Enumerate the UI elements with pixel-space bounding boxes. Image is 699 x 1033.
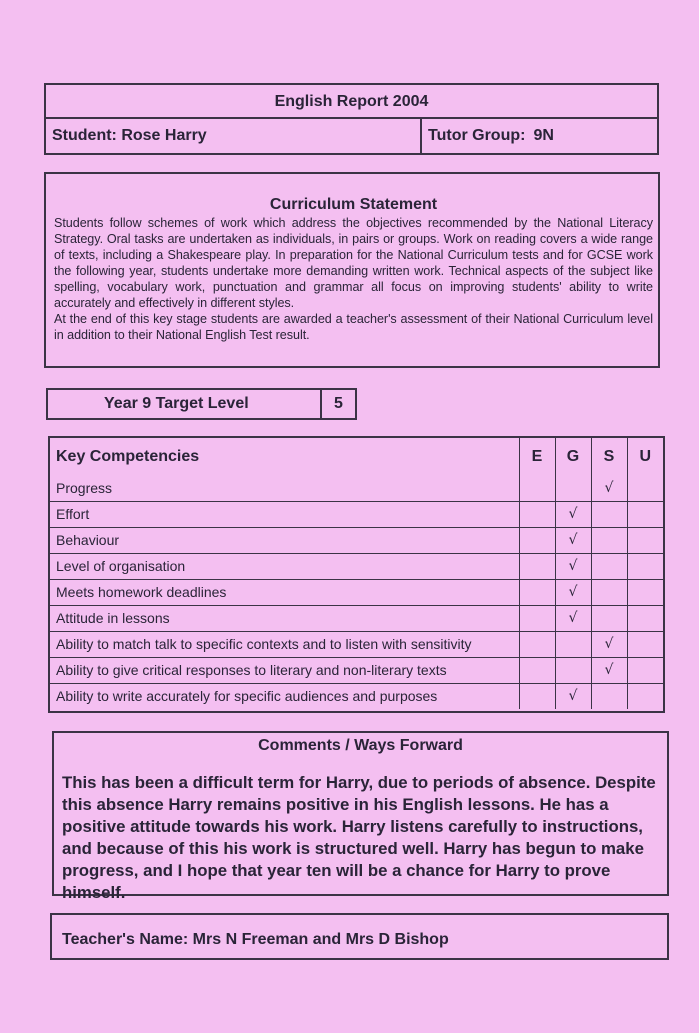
- tutor-group-value: 9N: [533, 127, 554, 144]
- grade-header-u: U: [627, 438, 663, 475]
- grade-cell: [627, 683, 663, 709]
- grade-cell: [519, 475, 555, 501]
- competency-row: [50, 631, 663, 657]
- grade-cell: [627, 553, 663, 579]
- competencies-table: [48, 436, 665, 713]
- grade-cell: [591, 579, 627, 605]
- competencies-body: [50, 475, 663, 709]
- comments-heading: Comments / Ways Forward: [258, 737, 463, 754]
- grade-cell: [627, 657, 663, 683]
- competency-row: [50, 501, 663, 527]
- student-info-row: [46, 119, 657, 153]
- check-mark: √: [591, 475, 627, 501]
- grade-cell: [627, 631, 663, 657]
- grade-cell: [519, 605, 555, 631]
- grade-header-g: G: [555, 438, 591, 475]
- grade-cell: [627, 475, 663, 501]
- grade-cell: [591, 683, 627, 709]
- competencies-header: Key Competencies: [50, 438, 519, 475]
- grade-cell: [519, 631, 555, 657]
- competency-label: Progress: [50, 475, 519, 501]
- competency-row: [50, 475, 663, 501]
- curriculum-paragraph-2: At the end of this key stage students are awarded a teacher's assessment of their National Curriculum level in addition to their National English Test result.: [54, 312, 653, 342]
- report-header: [44, 83, 659, 155]
- grade-header-s: S: [591, 438, 627, 475]
- competency-row: [50, 527, 663, 553]
- grade-cell: [555, 657, 591, 683]
- competency-label: Ability to write accurately for specific audiences and purposes: [50, 683, 519, 709]
- competency-label: Ability to match talk to specific contexts and to listen with sensitivity: [50, 631, 519, 657]
- check-mark: √: [555, 683, 591, 709]
- competency-label: Level of organisation: [50, 553, 519, 579]
- grade-cell: [591, 501, 627, 527]
- competency-label: Effort: [50, 501, 519, 527]
- comments-text: This has been a difficult term for Harry, due to periods of absence. Despite this absence Harry remains positive in his English lessons. He has a positive attitude towards his work. Harry listens carefully to instructions, and because of this his work is structured well. Harry has begun to make progress, and I hope that year ten will be a chance for Harry to prove himself.: [62, 773, 656, 902]
- student-name: Student: Rose Harry: [46, 119, 422, 153]
- grade-cell: [555, 475, 591, 501]
- check-mark: √: [591, 657, 627, 683]
- check-mark: √: [555, 501, 591, 527]
- grade-cell: [519, 657, 555, 683]
- competencies-grid: [50, 438, 663, 709]
- grade-cell: [591, 605, 627, 631]
- curriculum-paragraph-1: Students follow schemes of work which address the objectives recommended by the National Literacy Strategy. Oral tasks are undertaken as individuals, in pairs or groups. Work on reading covers a wide range of texts, including a Shakespeare play. In preparation for the National Curriculum tests and for GCSE work the following year, students undertake more demanding written work. Technical aspects of the subject like spelling, vocabulary work, punctuation and grammar all focus on improving students' ability to write accurately and effectively in different styles.: [54, 216, 653, 310]
- target-level-box: [46, 388, 357, 420]
- grade-cell: [519, 683, 555, 709]
- check-mark: √: [591, 631, 627, 657]
- grade-cell: [519, 579, 555, 605]
- grade-cell: [519, 553, 555, 579]
- grade-cell: [627, 579, 663, 605]
- target-level-label: Year 9 Target Level: [48, 390, 322, 418]
- grade-header-e: E: [519, 438, 555, 475]
- grade-cell: [591, 553, 627, 579]
- grade-cell: [519, 501, 555, 527]
- grade-cell: [519, 527, 555, 553]
- competency-row: [50, 579, 663, 605]
- comments-box: [52, 731, 669, 902]
- competency-label: Attitude in lessons: [50, 605, 519, 631]
- teacher-name: Teacher's Name: Mrs N Freeman and Mrs D Bishop: [50, 913, 669, 960]
- report-title: English Report 2004: [46, 85, 657, 119]
- grade-cell: [627, 605, 663, 631]
- check-mark: √: [555, 553, 591, 579]
- competency-row: [50, 605, 663, 631]
- grade-cell: [555, 631, 591, 657]
- target-level-value: 5: [334, 395, 343, 412]
- competency-row: [50, 657, 663, 683]
- check-mark: √: [555, 579, 591, 605]
- curriculum-heading: Curriculum Statement: [269, 196, 438, 213]
- competency-label: Meets homework deadlines: [50, 579, 519, 605]
- competency-label: Ability to give critical responses to literary and non-literary texts: [50, 657, 519, 683]
- grade-cell: [627, 501, 663, 527]
- tutor-group: [422, 119, 657, 153]
- competency-row: [50, 553, 663, 579]
- tutor-group-label: Tutor Group:: [428, 127, 526, 144]
- competency-label: Behaviour: [50, 527, 519, 553]
- check-mark: √: [555, 527, 591, 553]
- competencies-header-row: [50, 438, 663, 475]
- grade-cell: [627, 527, 663, 553]
- competency-row: [50, 683, 663, 709]
- curriculum-statement: [44, 172, 660, 368]
- grade-cell: [591, 527, 627, 553]
- check-mark: √: [555, 605, 591, 631]
